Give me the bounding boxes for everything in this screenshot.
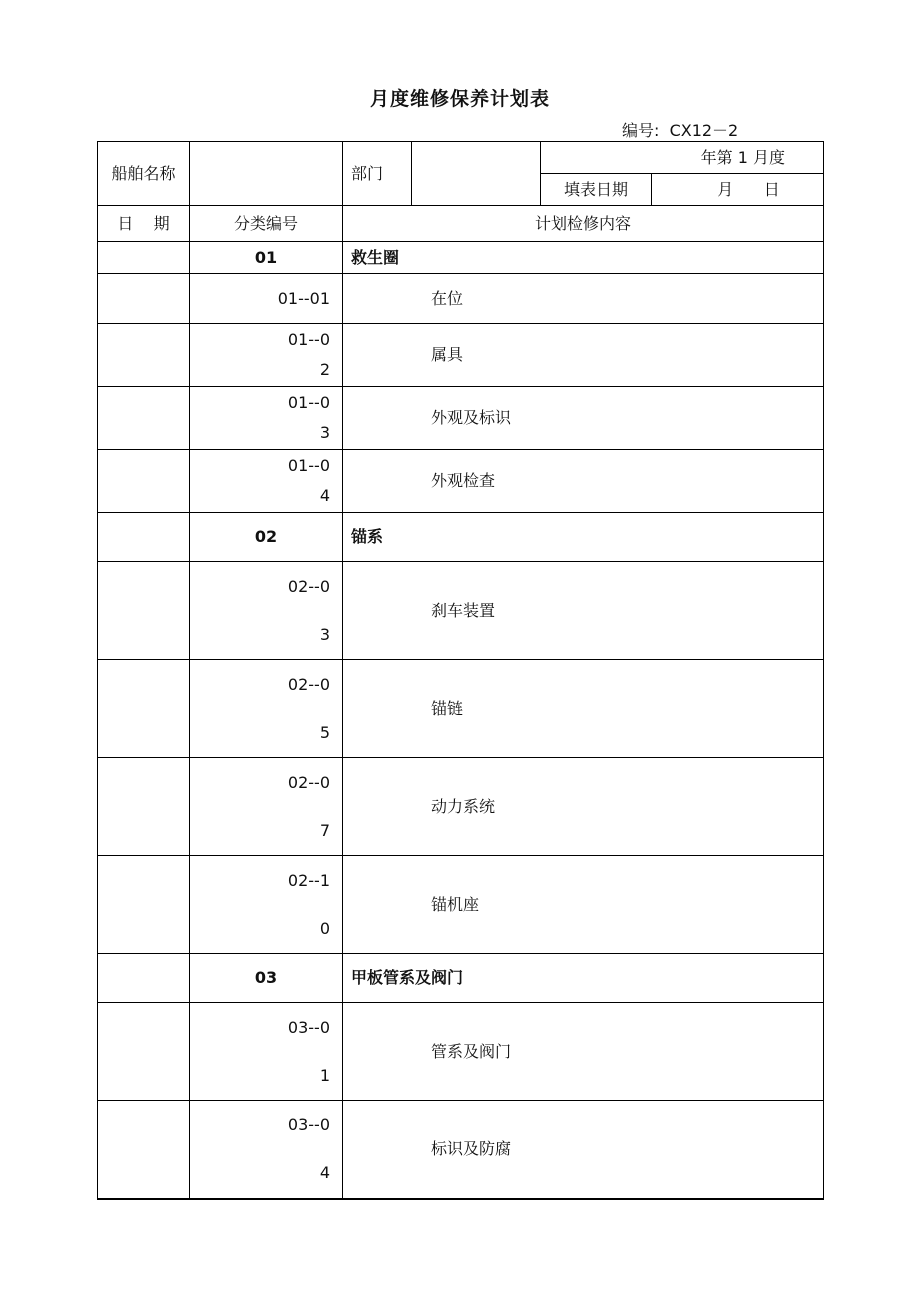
date-cell[interactable] (98, 562, 190, 660)
column-header-date: 日 期 (98, 206, 190, 242)
fill-date-label: 填表日期 (541, 174, 652, 206)
item-code: 01--0 4 (190, 450, 343, 513)
item-content: 属具 (343, 324, 824, 387)
document-code: 编号: CX12－2 (622, 121, 739, 140)
table-row (98, 274, 824, 324)
section-code: 03 (190, 954, 343, 1003)
item-code: 02--0 5 (190, 660, 343, 758)
item-code: 02--0 3 (190, 562, 343, 660)
item-content: 锚机座 (343, 856, 824, 954)
section-name: 甲板管系及阀门 (343, 954, 824, 1003)
date-cell[interactable] (98, 1003, 190, 1101)
date-cell[interactable] (98, 450, 190, 513)
table-row (98, 513, 824, 562)
table-row (98, 660, 824, 758)
section-code: 01 (190, 242, 343, 274)
item-content: 在位 (343, 274, 824, 324)
section-name: 锚系 (343, 513, 824, 562)
department-value[interactable] (412, 142, 541, 206)
date-cell[interactable] (98, 758, 190, 856)
maintenance-plan-table (97, 141, 824, 1200)
item-content: 锚链 (343, 660, 824, 758)
ship-name-label: 船舶名称 (98, 142, 190, 206)
ship-name-value[interactable] (190, 142, 343, 206)
document-title: 月度维修保养计划表 (369, 88, 550, 110)
date-cell[interactable] (98, 856, 190, 954)
fill-date-value[interactable]: 月 日 (652, 174, 824, 206)
date-cell[interactable] (98, 513, 190, 562)
date-cell[interactable] (98, 1101, 190, 1199)
date-cell[interactable] (98, 274, 190, 324)
table-row (98, 450, 824, 513)
table-row (98, 856, 824, 954)
item-code: 02--0 7 (190, 758, 343, 856)
section-name: 救生圈 (343, 242, 824, 274)
item-code: 02--1 0 (190, 856, 343, 954)
item-code: 01--0 2 (190, 324, 343, 387)
item-content: 外观检查 (343, 450, 824, 513)
date-cell[interactable] (98, 324, 190, 387)
table-row (98, 387, 824, 450)
table-row (98, 758, 824, 856)
section-code: 02 (190, 513, 343, 562)
year-month-label: 年第 1 月度 (541, 142, 824, 174)
date-cell[interactable] (98, 387, 190, 450)
table-row (98, 324, 824, 387)
department-label: 部门 (343, 142, 412, 206)
item-code: 03--0 1 (190, 1003, 343, 1101)
table-row (98, 562, 824, 660)
item-content: 标识及防腐 (343, 1101, 824, 1199)
column-header-content: 计划检修内容 (343, 206, 824, 242)
date-cell[interactable] (98, 242, 190, 274)
item-content: 刹车装置 (343, 562, 824, 660)
column-header-code: 分类编号 (190, 206, 343, 242)
date-cell[interactable] (98, 660, 190, 758)
item-code: 01--0 3 (190, 387, 343, 450)
item-code: 03--0 4 (190, 1101, 343, 1199)
item-code: 01--01 (190, 274, 343, 324)
item-content: 管系及阀门 (343, 1003, 824, 1101)
table-row (98, 1101, 824, 1199)
item-content: 动力系统 (343, 758, 824, 856)
table-row (98, 242, 824, 274)
table-row (98, 954, 824, 1003)
table-row (98, 1003, 824, 1101)
item-content: 外观及标识 (343, 387, 824, 450)
date-cell[interactable] (98, 954, 190, 1003)
